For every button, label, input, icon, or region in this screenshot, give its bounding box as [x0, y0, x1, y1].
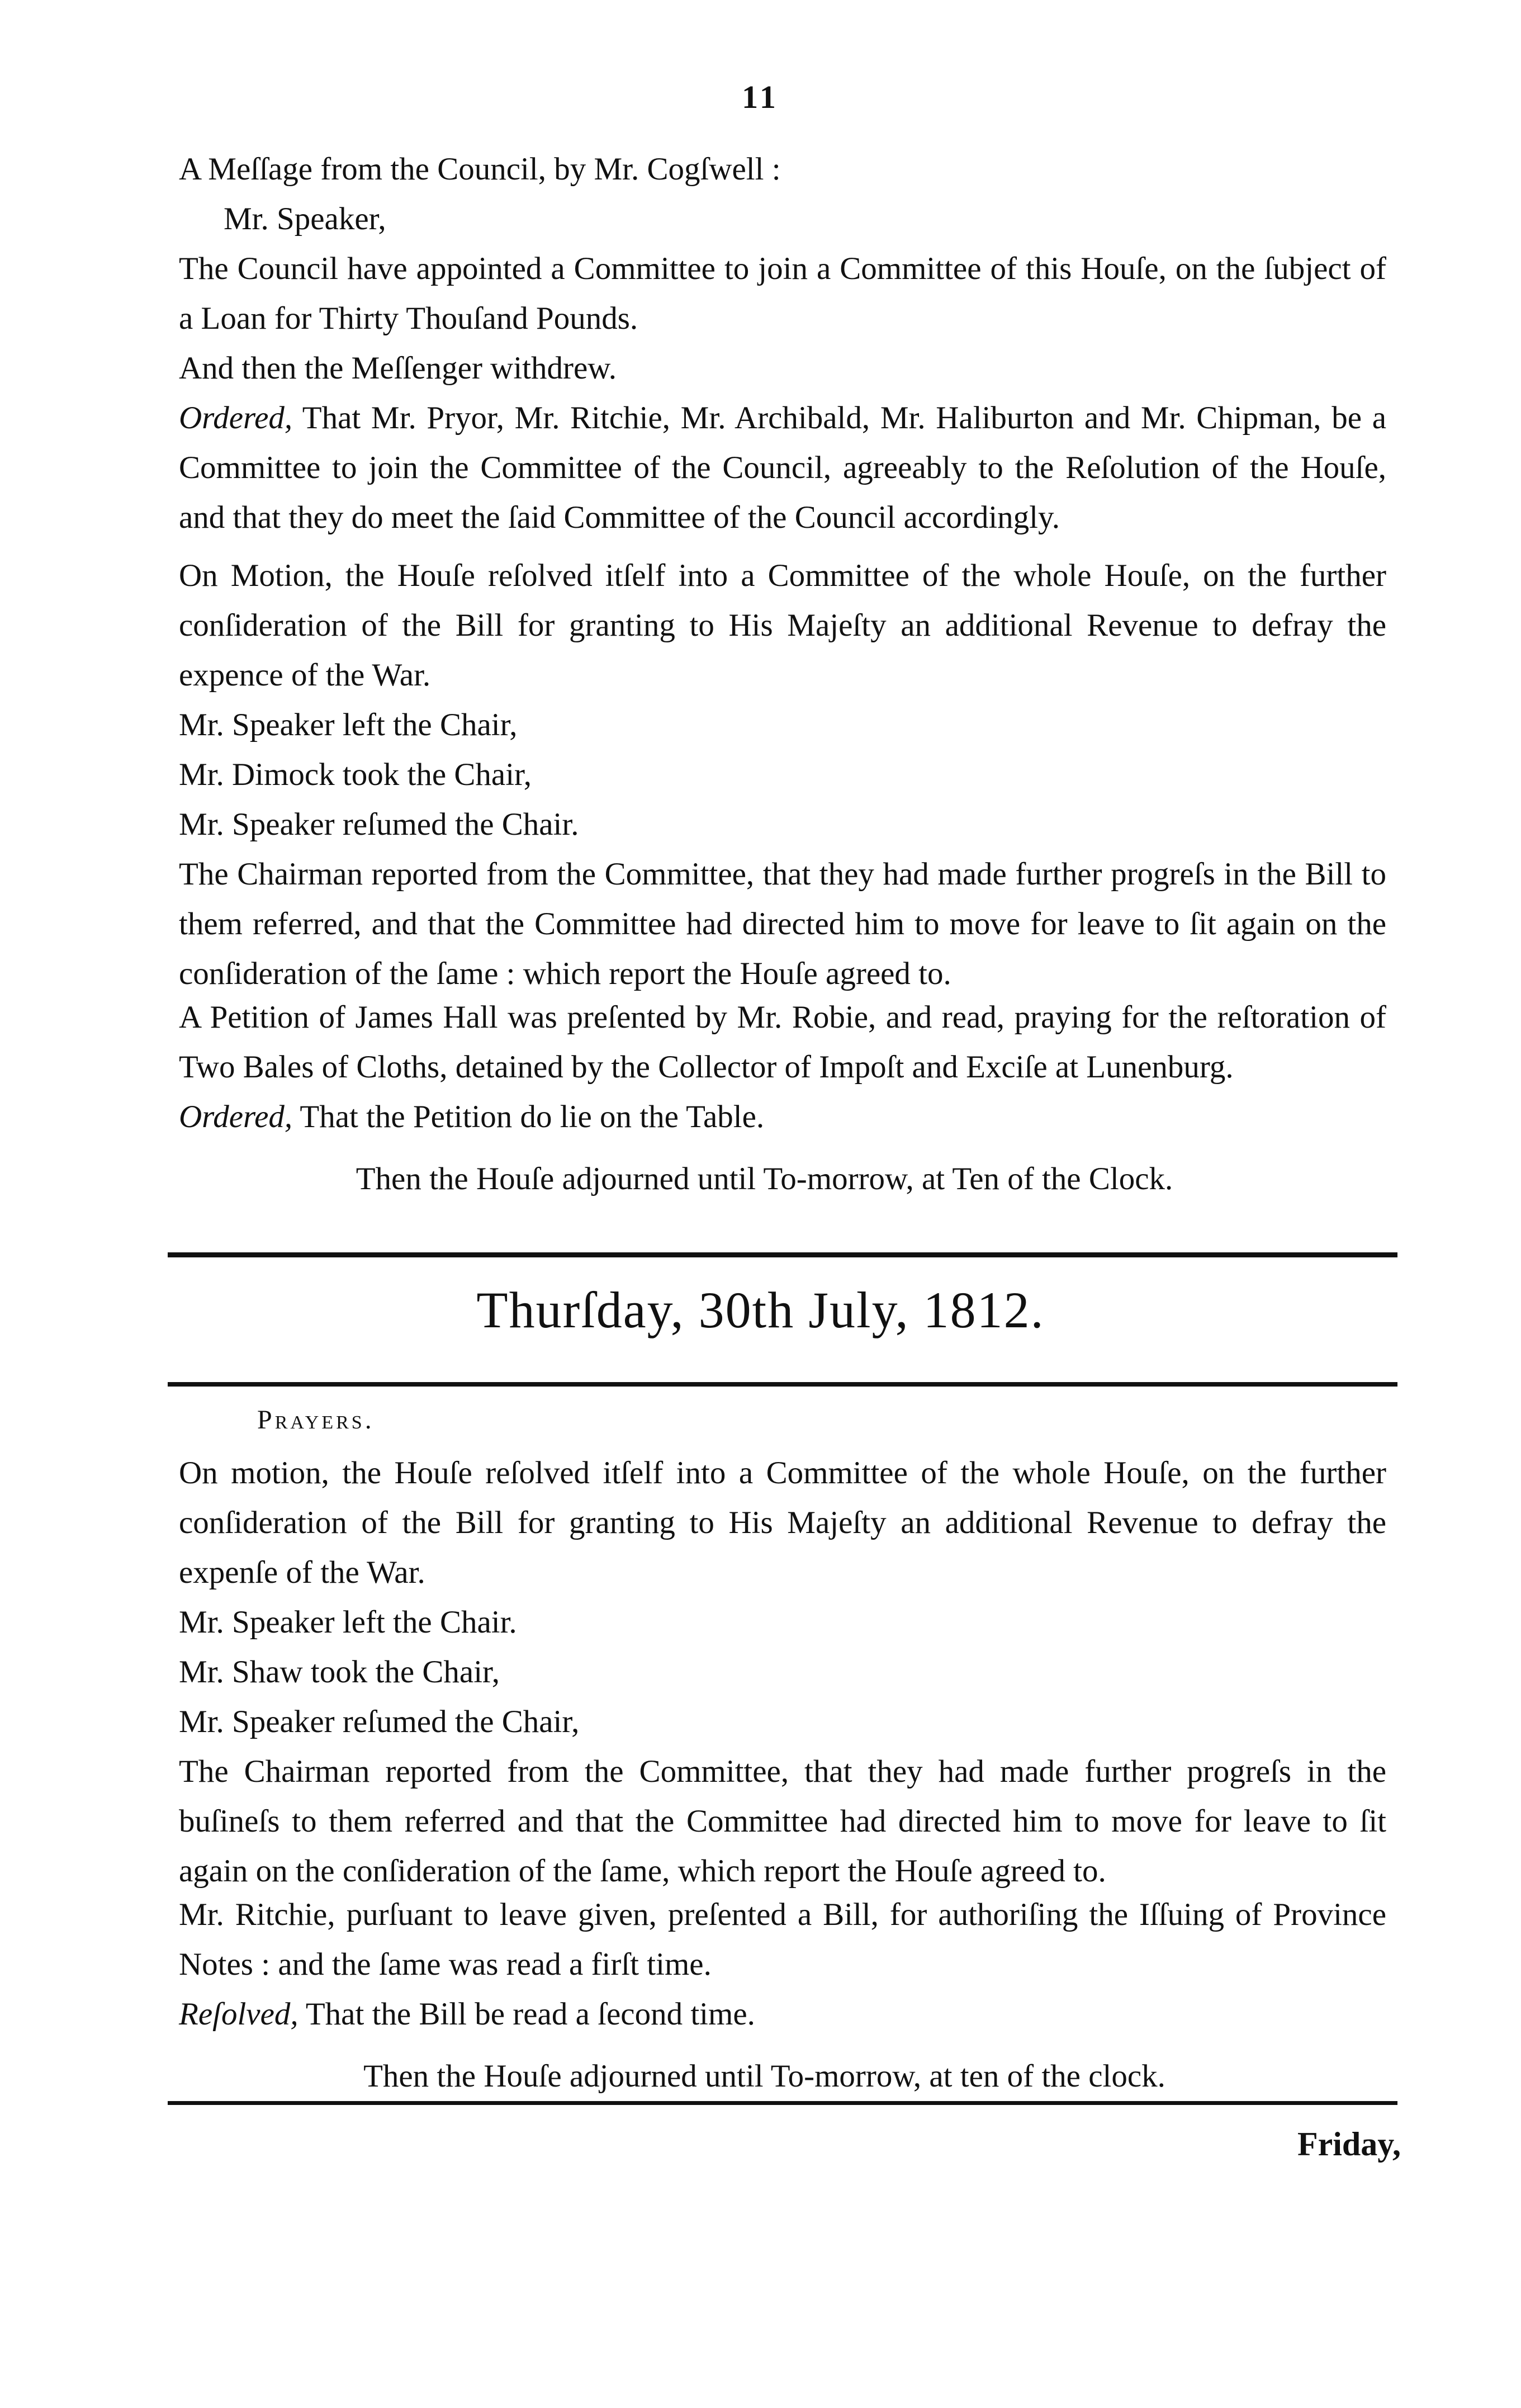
- speaker-resumed-line: Mr. Speaker reſumed the Chair.: [179, 807, 579, 842]
- committee-order: [143, 393, 1386, 542]
- message-intro: A Meſſage from the Council, by Mr. Cogſwell :: [179, 152, 781, 187]
- footer-rule: [168, 2101, 1397, 2105]
- took-chair-line: Mr. Shaw took the Chair,: [179, 1654, 500, 1690]
- council-message-section: [143, 144, 1386, 542]
- chairman-report: The Chairman reported from the Committee, that they had made further progreſs in the Bill to them referred, and that the Committee had directed him to move for leave to ſit again on the conſideration of the ſame : which report the Houſe agreed to.: [179, 857, 1386, 991]
- date-heading: Thurſday, 30th July, 1812.: [476, 1281, 1045, 1338]
- ordered-label: Ordered,: [179, 400, 293, 436]
- resolved-label: Reſolved,: [179, 1997, 298, 2032]
- message-salutation: Mr. Speaker,: [224, 201, 386, 236]
- took-chair-line: Mr. Dimock took the Chair,: [179, 757, 532, 792]
- chairman-report: The Chairman reported from the Committee, that they had made further progreſs in the buſineſs to them referred and that the Committee had directed him to move for leave to ſit again on the conſideration of the ſame, which report the Houſe agreed to.: [179, 1754, 1386, 1889]
- message-body: The Council have appointed a Committee to join a Committee of this Houſe, on the ſubject of a Loan for Thirty Thouſand Pounds.: [179, 251, 1386, 336]
- page-number: 11: [742, 79, 779, 115]
- second-committee-section: [143, 1448, 1386, 1896]
- bottom-divider-rule: [168, 1382, 1397, 1387]
- prayers-label: Prayers.: [257, 1405, 375, 1435]
- speaker-left-line: Mr. Speaker left the Chair,: [179, 707, 518, 742]
- resolved-text: That the Bill be read a ſecond time.: [298, 1997, 755, 2032]
- ordered-text: That Mr. Pryor, Mr. Ritchie, Mr. Archibald, Mr. Haliburton and Mr. Chipman, be a Committee to join the Committee of the Council, agreeably to the Reſolution of the Houſe, and that they do meet the ſaid Committee of the Council accordingly.: [179, 400, 1386, 535]
- motion-paragraph: On motion, the Houſe reſolved itſelf into a Committee of the whole Houſe, on the further conſideration of the Bill for granting to His Majeſty an additional Revenue to defray the expenſe of the War.: [179, 1455, 1386, 1590]
- resolved-line: [143, 1989, 1386, 2039]
- speaker-resumed-line: Mr. Speaker reſumed the Chair,: [179, 1704, 580, 1739]
- petition-paragraph: A Petition of James Hall was preſented by Mr. Robie, and read, praying for the reſtoration of Two Bales of Cloths, detained by the Collector of Impoſt and Exciſe at Lunenburg.: [179, 1000, 1386, 1085]
- motion-paragraph: On Motion, the Houſe reſolved itſelf into a Committee of the whole Houſe, on the further conſideration of the Bill for granting to His Majeſty an additional Revenue to defray the expence of the War.: [179, 558, 1386, 693]
- speaker-left-line: Mr. Speaker left the Chair.: [179, 1605, 517, 1640]
- adjournment-line: Then the Houſe adjourned until To-morrow, at ten of the clock.: [363, 2059, 1165, 2094]
- catchword: Friday,: [1297, 2126, 1401, 2163]
- petition-order: [143, 1092, 1386, 1142]
- ordered-label: Ordered,: [179, 1099, 293, 1134]
- bill-paragraph: Mr. Ritchie, purſuant to leave given, preſented a Bill, for authoriſing the Iſſuing of Province Notes : and the ſame was read a firſt time.: [179, 1897, 1386, 1982]
- messenger-withdrew: And then the Meſſenger withdrew.: [179, 351, 617, 386]
- committee-of-whole-section: [143, 551, 1386, 999]
- adjournment-line: Then the Houſe adjourned until To-morrow, at Ten of the Clock.: [356, 1161, 1173, 1196]
- petition-section: [143, 992, 1386, 1204]
- ordered-text: That the Petition do lie on the Table.: [292, 1099, 765, 1134]
- province-notes-bill-section: [143, 1890, 1386, 2101]
- top-divider-rule: [168, 1252, 1397, 1257]
